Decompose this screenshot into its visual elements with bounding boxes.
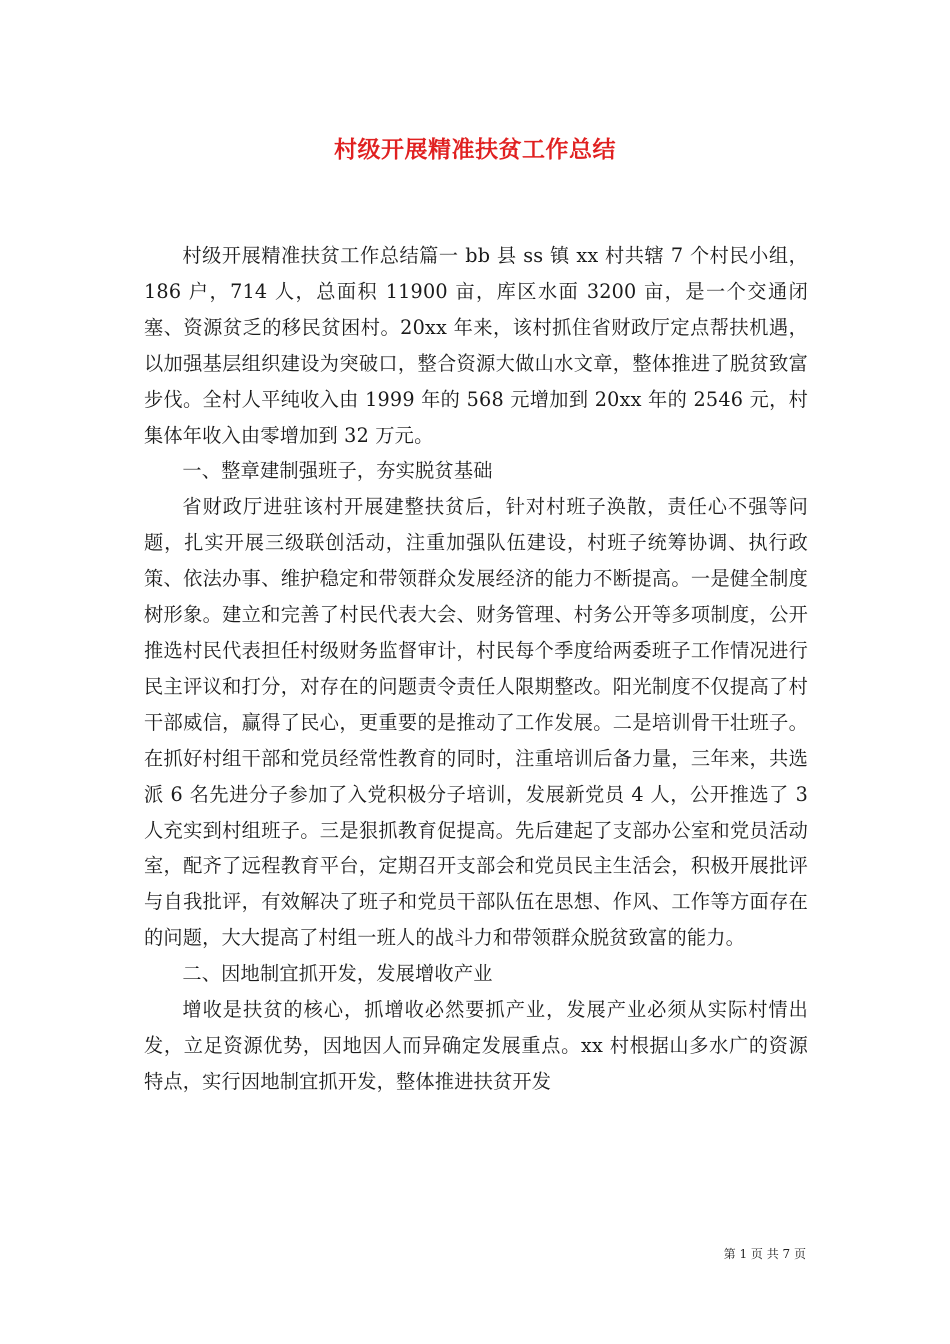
page-number-footer: 第 1 页 共 7 页 <box>723 1247 806 1261</box>
document-body <box>144 238 808 1100</box>
section-heading-1: 一、整章建制强班子，夯实脱贫基础 <box>182 459 493 483</box>
document-title: 村级开展精准扶贫工作总结 <box>334 136 616 163</box>
paragraph-intro: 村级开展精准扶贫工作总结篇一 bb 县 ss 镇 xx 村共辖 7 个村民小组，186 户，714 人，总面积 11900 亩，库区水面 3200 亩，是一个交通闭塞、资源贫乏的移民贫困村。20xx 年来，该村抓住省财政厅定点帮扶机遇，以加强基层组织建设为突破口，整合资源大做山水文章，整体推进了脱贫致富步伐。全村人平纯收入由 1999 年的 568 元增加到 20xx 年的 2546 元，村集体年收入由零增加到 32 万元。 <box>144 244 808 447</box>
section-heading-2: 二、因地制宜抓开发，发展增收产业 <box>182 962 493 986</box>
paragraph-section-2: 增收是扶贫的核心，抓增收必然要抓产业，发展产业必须从实际村情出发，立足资源优势，因地因人而异确定发展重点。xx 村根据山多水广的资源特点，实行因地制宜抓开发，整体推进扶贫开发 <box>144 998 808 1093</box>
paragraph-section-1: 省财政厅进驻该村开展建整扶贫后，针对村班子涣散，责任心不强等问题，扎实开展三级联创活动，注重加强队伍建设，村班子统筹协调、执行政策、依法办事、维护稳定和带领群众发展经济的能力不断提高。一是健全制度树形象。建立和完善了村民代表大会、财务管理、村务公开等多项制度，公开推选村民代表担任村级财务监督审计，村民每个季度给两委班子工作情况进行民主评议和打分，对存在的问题责令责任人限期整改。阳光制度不仅提高了村干部威信，赢得了民心，更重要的是推动了工作发展。二是培训骨干壮班子。在抓好村组干部和党员经常性教育的同时，注重培训后备力量，三年来，共选派 6 名先进分子参加了入党积极分子培训，发展新党员 4 人，公开推选了 3 人充实到村组班子。三是狠抓教育促提高。先后建起了支部办公室和党员活动室，配齐了远程教育平台，定期召开支部会和党员民主生活会，积极开展批评与自我批评，有效解决了班子和党员干部队伍在思想、作风、工作等方面存在的问题，大大提高了村组一班人的战斗力和带领群众脱贫致富的能力。 <box>144 495 808 950</box>
